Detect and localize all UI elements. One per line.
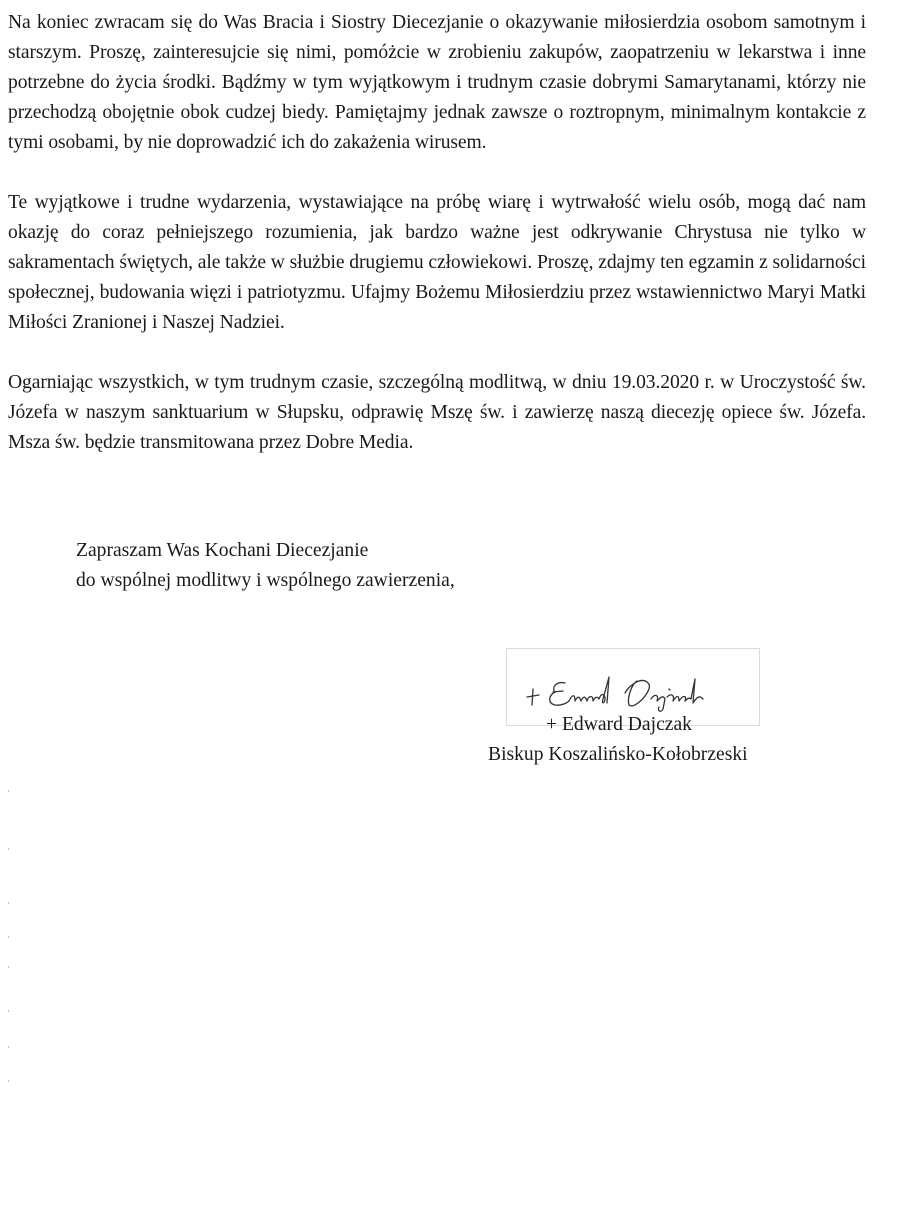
signature-scribble-icon (519, 659, 751, 715)
letter-body (8, 8, 866, 488)
paragraph-holy-mass: Ogarniając wszystkich, w tym trudnym czasie, szczególną modlitwą, w dniu 19.03.2020 r. w Uroczystość św. Józefa w naszym sanktuarium w Słupsku, odprawię Mszę św. i zawierzę naszą diecezję opiece św. Józefa. Msza św. będzie transmitowana przez Dobre Media. (8, 372, 866, 453)
closing-invitation (76, 536, 455, 596)
closing-line-2: do wspólnej modlitwy i wspólnego zawierzenia, (76, 570, 455, 591)
signer-name: + Edward Dajczak (546, 714, 692, 735)
paragraph-mercy: Na koniec zwracam się do Was Bracia i Siostry Diecezjanie o okazywanie miłosierdzia osobom samotnym i starszym. Proszę, zainteresujcie się nimi, pomóżcie w zrobieniu zakupów, zaopatrzeniu w lekarstwa i inne potrzebne do życia środki. Bądźmy w tym wyjątkowym i trudnym czasie dobrymi Samarytanami, którzy nie przechodzą obojętnie obok cudzej biedy. Pamiętajmy jednak zawsze o roztropnym, minimalnym kontakcie z tymi osobami, by nie doprowadzić ich do zakażenia wirusem. (8, 12, 866, 153)
closing-line-1: Zapraszam Was Kochani Diecezjanie (76, 540, 369, 561)
paragraph-solidarity: Te wyjątkowe i trudne wydarzenia, wystawiające na próbę wiarę i wytrwałość wielu osób, mogą dać nam okazję do coraz pełniejszego rozumienia, jak bardzo ważne jest odkrywanie Chrystusa nie tylko w sakramentach świętych, ale także w służbie drugiemu człowiekowi. Proszę, zdajmy ten egzamin z solidarności społecznej, budowania więzi i patriotyzmu. Ufajmy Bożemu Miłosierdziu przez wstawiennictwo Maryi Matki Miłości Zranionej i Naszej Nadziei. (8, 192, 866, 333)
signer-title: Biskup Koszalińsko-Kołobrzeski (488, 744, 748, 765)
